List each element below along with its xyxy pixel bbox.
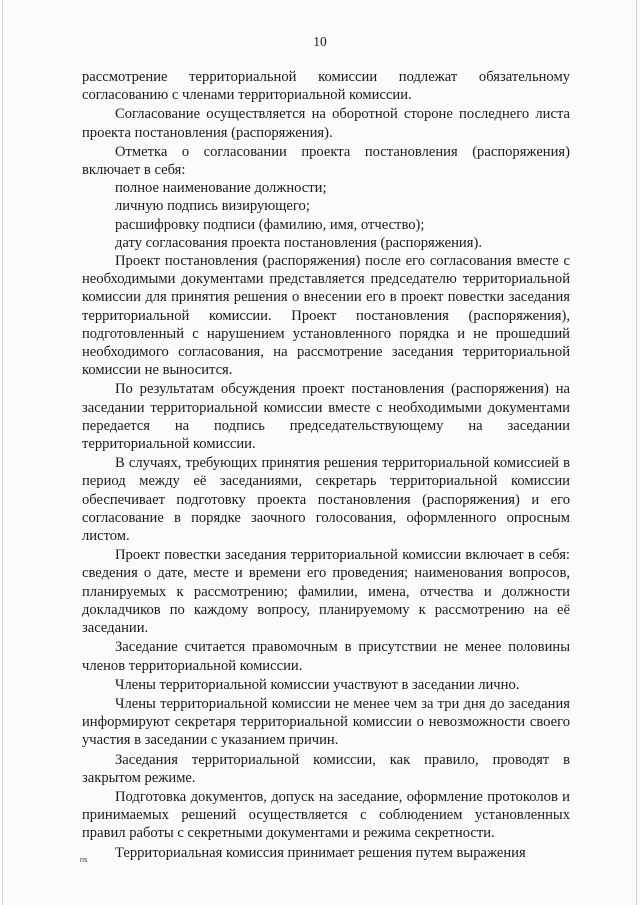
list-item: полное наименование должности; [115,180,327,197]
paragraph: По результатам обсуждения проект постановления (распоряжения) на заседании территориальной комиссии вместе с необходимыми документами передается на подпись председательствующему на заседании территориальной комиссии. [82,381,570,453]
page-edge-left [2,0,3,905]
paragraph: Члены территориальной комиссии участвуют в заседании лично. [115,676,520,693]
paragraph: Подготовка документов, допуск на заседание, оформление протоколов и принимаемых решений осуществляется с соблюдением установленных правил работы с секретными документами и режима секретности. [82,788,570,842]
paragraph: Проект повестки заседания территориальной комиссии включает в себя: сведения о дате, месте и времени его проведения; наименования вопросов, планируемых к рассмотрению; фамилии, имена, отчества и должности докладчиков по каждому вопросу, планируемому к рассмотрению на её заседании. [82,547,570,637]
list-item: личную подпись визирующего; [115,198,310,215]
document-body [82,68,570,862]
paragraph: Проект постановления (распоряжения) после его согласования вместе с необходимыми документами представляется председателю территориальной комиссии для принятия решения о внесении его в проект повестки заседания территориальной комиссии. Проект постановления (распоряжения), подготовленный с нарушением установленного порядка и не прошедший необходимого согласования, на рассмотрение заседания территориальной комиссии не выносится. [82,253,570,379]
paragraph: рассмотрение территориальной комиссии подлежат обязательному согласованию с членами территориальной комиссии. [82,69,570,104]
paragraph: В случаях, требующих принятия решения территориальной комиссией в период между её заседаниями, секретарь территориальной комиссии обеспечивает подготовку проекта постановления (распоряжения) и его согласование в порядке заочного голосования, оформленного опросным листом. [82,455,570,545]
paragraph: Заседание считается правомочным в присутствии не менее половины членов территориальной комиссии. [82,639,570,674]
list-item: дату согласования проекта постановления (распоряжения). [115,234,482,251]
paragraph: Территориальная комиссия принимает решения путем выражения [115,844,526,861]
footer-mark: ns [80,857,88,864]
paragraph: Отметка о согласовании проекта постановления (распоряжения) включает в себя: [82,143,570,179]
list-item: расшифровку подписи (фамилию, имя, отчество); [115,216,425,233]
paragraph: Согласование осуществляется на оборотной стороне последнего листа проекта постановления (распоряжения). [82,106,570,141]
page-number: 10 [313,34,327,49]
paragraph: Заседания территориальной комиссии, как правило, проводят в закрытом режиме. [82,751,570,786]
page-edge-right [636,0,637,905]
paragraph: Члены территориальной комиссии не менее чем за три дня до заседания информируют секретаря территориальной комиссии о невозможности своего участия в заседании с указанием причин. [82,695,570,749]
